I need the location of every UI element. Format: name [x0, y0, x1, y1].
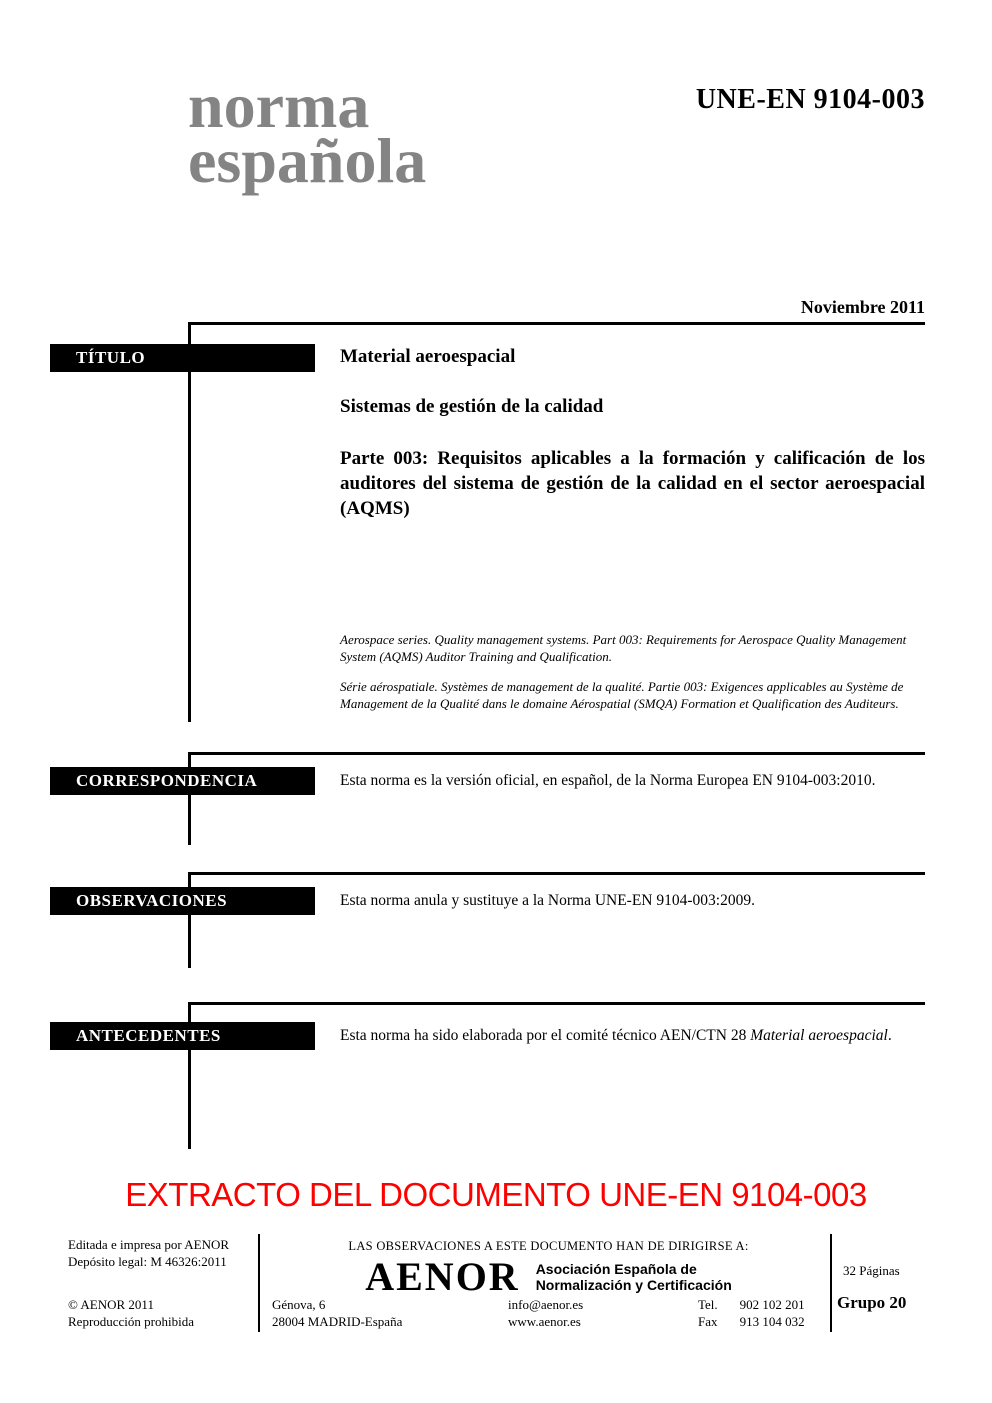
observations-notice: LAS OBSERVACIONES A ESTE DOCUMENTO HAN DE DIRIGIRSE A:	[348, 1239, 749, 1253]
titulo-label-box	[50, 344, 315, 372]
antecedentes-text-italic: Material aeroespacial	[750, 1027, 888, 1044]
title-subject: Material aeroespacial	[340, 346, 516, 367]
page-count: 32 Páginas	[843, 1263, 900, 1278]
extract-banner: EXTRACTO DEL DOCUMENTO UNE-EN 9104-003	[125, 1176, 867, 1213]
antecedentes-label-box	[50, 1022, 315, 1050]
antecedentes-text-prefix: Esta norma ha sido elaborada por el comité técnico AEN/CTN 28	[340, 1027, 751, 1044]
email-address: info@aenor.es	[508, 1297, 584, 1312]
address-city: 28004 MADRID-España	[272, 1313, 403, 1329]
association-name-line2: Normalización y Certificación	[535, 1276, 732, 1293]
fax-number: 913 104 032	[739, 1313, 805, 1329]
logo-line-2: española	[188, 125, 427, 196]
observaciones-horizontal-rule	[188, 872, 925, 875]
publisher-info	[68, 1237, 229, 1270]
antecedentes-horizontal-rule	[188, 1002, 925, 1005]
footer-divider-left	[258, 1234, 260, 1332]
copyright-info	[68, 1297, 194, 1330]
issue-date: Noviembre 2011	[800, 297, 925, 317]
title-system: Sistemas de gestión de la calidad	[340, 396, 604, 417]
correspondencia-label-box	[50, 767, 315, 795]
title-french: Série aérospatiale. Systèmes de management de la qualité. Partie 003: Exigences applicables au Système de Management de la Qualité dans le domaine Aérospatial (SMQA) Formation et Qualification des Auditeurs.	[340, 679, 904, 711]
contact-phone	[698, 1297, 805, 1330]
correspondencia-vertical-rule	[188, 752, 191, 845]
titulo-vertical-rule	[188, 322, 191, 722]
observaciones-text: Esta norma anula y sustituye a la Norma UNE-EN 9104-003:2009.	[340, 892, 755, 909]
deposit-legal: Depósito legal: M 46326:2011	[68, 1253, 227, 1269]
correspondencia-horizontal-rule	[188, 752, 925, 755]
title-english: Aerospace series. Quality management systems. Part 003: Requirements for Aerospace Quality Management System (AQMS) Auditor Training and Qualification.	[340, 632, 907, 664]
publisher-line: Editada e impresa por AENOR	[68, 1237, 230, 1252]
norma-espanola-logo	[188, 70, 427, 196]
aenor-wordmark: AENOR	[365, 1254, 520, 1299]
address	[272, 1297, 402, 1330]
tel-label: Tel.	[698, 1297, 718, 1312]
logo-line-1: norma	[188, 70, 370, 141]
group-label: Grupo 20	[837, 1293, 907, 1312]
aenor-brand	[272, 1253, 825, 1300]
correspondencia-text: Esta norma es la versión oficial, en español, de la Norma Europea EN 9104-003:2010.	[340, 772, 876, 789]
website-address: www.aenor.es	[508, 1313, 581, 1329]
association-name-line1: Asociación Española de	[535, 1260, 697, 1277]
title-part: Parte 003: Requisitos aplicables a la formación y calificación de los auditores del sistema de gestión de la calidad en el sector aeroespacial (AQMS)	[340, 448, 925, 519]
contact-web	[508, 1297, 583, 1330]
footer-divider-right	[830, 1234, 832, 1332]
antecedentes-label: ANTECEDENTES	[76, 1026, 221, 1045]
correspondencia-label: CORRESPONDENCIA	[76, 771, 258, 790]
observaciones-label: OBSERVACIONES	[76, 891, 228, 910]
antecedentes-text	[340, 1026, 928, 1045]
address-street: Génova, 6	[272, 1297, 326, 1312]
antecedentes-text-suffix: .	[887, 1027, 892, 1044]
document-code: UNE-EN 9104-003	[695, 84, 925, 115]
titulo-label: TÍTULO	[76, 348, 146, 367]
observaciones-label-box	[50, 887, 315, 915]
aenor-association-name	[536, 1261, 732, 1293]
tel-number: 902 102 201	[739, 1297, 805, 1312]
copyright-line: © AENOR 2011	[68, 1297, 154, 1312]
reproduction-notice: Reproducción prohibida	[68, 1313, 194, 1329]
fax-label: Fax	[698, 1313, 718, 1329]
titulo-horizontal-rule	[188, 322, 925, 325]
